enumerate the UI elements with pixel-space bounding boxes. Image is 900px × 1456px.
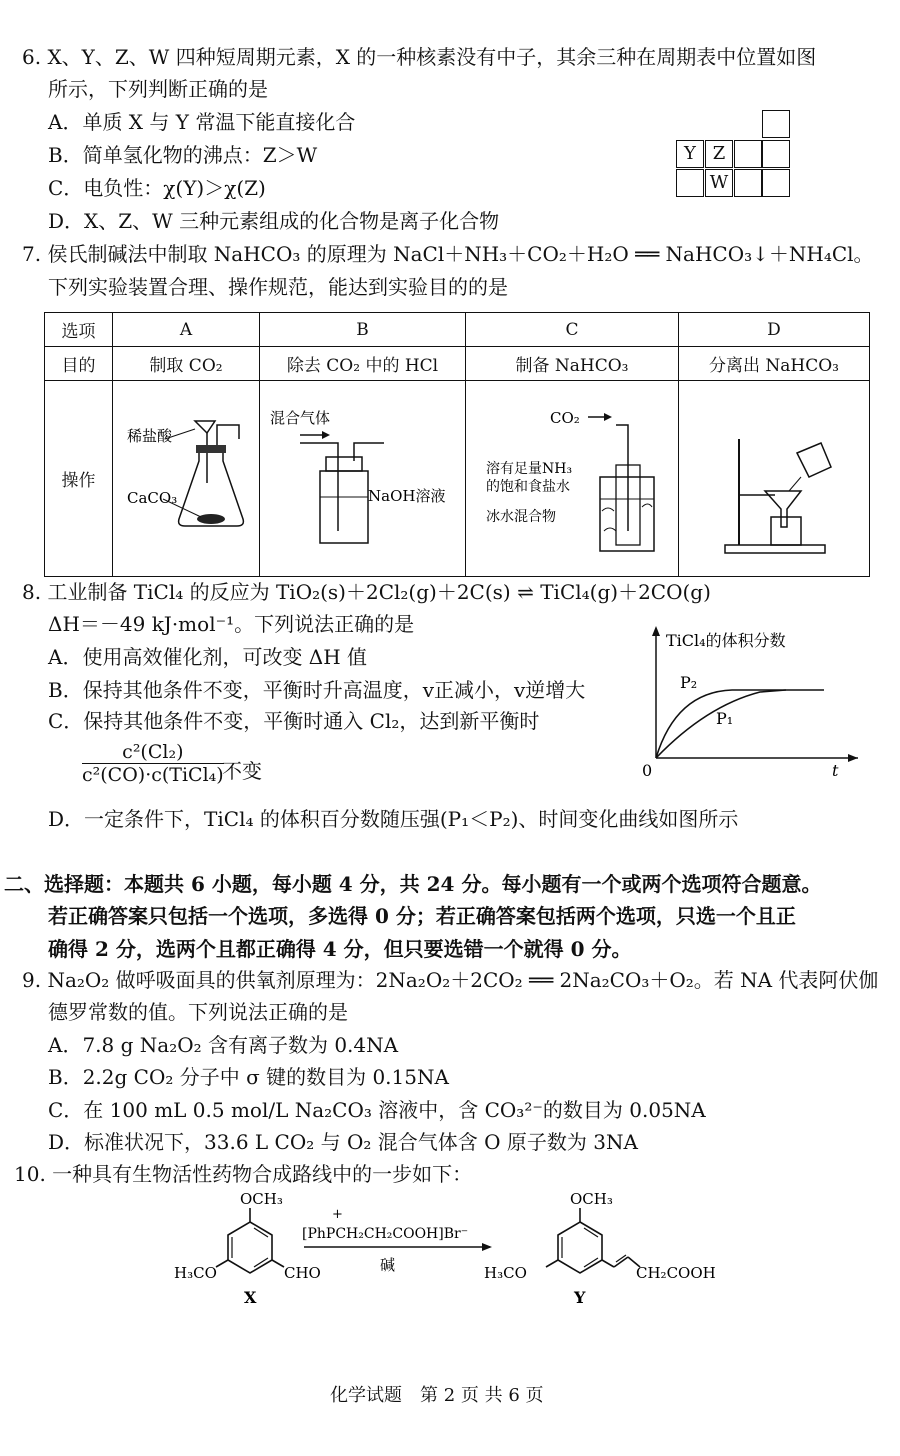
base-label: 碱: [380, 1256, 396, 1274]
graph-ylabel: TiCl₄的体积分数: [666, 631, 786, 650]
q9-option-c: C．在 100 mL 0.5 mol/L Na₂CO₃ 溶液中，含 CO₃²⁻的数目为 0.05NA: [48, 1098, 706, 1122]
cell-w: W: [705, 169, 733, 197]
reagent: [PhPCH₂CH₂COOH]Br⁻: [302, 1226, 469, 1242]
goal-d: 分离出 NaHCO₃: [679, 347, 870, 381]
page-footer: 化学试题 第 2 页 共 6 页: [330, 1385, 544, 1406]
q6-stem-line2: 所示，下列判断正确的是: [48, 77, 268, 101]
graph-xlabel: t: [832, 761, 839, 780]
x-cho: CHO: [284, 1264, 321, 1282]
header-option: 选项: [45, 313, 113, 347]
tiCl4-time-graph: [636, 624, 866, 784]
q9-stem-line1: 9. Na₂O₂ 做呼吸面具的供氧剂原理为：2Na₂O₂＋2CO₂ ══ 2Na₂CO₃＋O₂。若 NA 代表阿伏伽: [22, 968, 879, 992]
fraction-denominator: c²(CO)·c(TiCl₄): [82, 764, 224, 786]
svg-text:CO₂: CO₂: [550, 409, 580, 427]
q6-option-d: D．X、Z、W 三种元素组成的化合物是离子化合物: [48, 209, 500, 233]
fraction-numerator: c²(Cl₂): [82, 741, 224, 764]
apparatus-b: [260, 381, 466, 577]
reaction-scheme: [160, 1190, 730, 1320]
q6-option-b: B．简单氢化物的沸点：Z＞W: [48, 143, 318, 167]
q10-stem: 10. 一种具有生物活性药物合成路线中的一步如下：: [14, 1162, 473, 1186]
svg-text:冰水混合物: 冰水混合物: [486, 509, 556, 525]
y-chain: CH₂COOH: [636, 1264, 716, 1282]
filtration-diagram: [679, 381, 869, 571]
q8-option-b: B．保持其他条件不变，平衡时升高温度，v正减小，v逆增大: [48, 678, 586, 702]
ice-bath-diagram: [466, 381, 678, 571]
svg-text:溶有足量NH₃: 溶有足量NH₃: [486, 461, 573, 477]
x-h3co: H₃CO: [174, 1264, 217, 1282]
label-p1: P₁: [716, 709, 734, 728]
x-label: X: [244, 1288, 257, 1307]
q6-option-c: C．电负性：χ(Y)＞χ(Z): [48, 176, 266, 200]
apparatus-a: [113, 381, 260, 577]
svg-text:CaCO₃: CaCO₃: [127, 489, 178, 507]
col-a: A: [113, 313, 260, 347]
q8-option-d: D．一定条件下，TiCl₄ 的体积百分数随压强(P₁＜P₂)、时间变化曲线如图所示: [48, 807, 739, 831]
q9-option-d: D．标准状况下，33.6 L CO₂ 与 O₂ 混合气体含 O 原子数为 3NA: [48, 1130, 638, 1154]
q8-option-a: A．使用高效催化剂，可改变 ΔH 值: [48, 645, 368, 669]
section2-line3: 确得 2 分，选两个且都正确得 4 分，但只要选错一个就得 0 分。: [48, 937, 632, 961]
section2-line2: 若正确答案只包括一个选项，多选得 0 分；若正确答案包括两个选项，只选一个且正: [48, 904, 796, 928]
q8-stem-line1: 8. 工业制备 TiCl₄ 的反应为 TiO₂(s)＋2Cl₂(g)＋2C(s) ⇌ TiCl₄(g)＋2CO(g): [22, 580, 711, 604]
svg-text:的饱和食盐水: 的饱和食盐水: [486, 479, 570, 495]
col-b: B: [260, 313, 466, 347]
cell-y: Y: [676, 140, 704, 168]
y-h3co: H₃CO: [484, 1264, 527, 1282]
y-och3-top: OCH₃: [570, 1190, 613, 1208]
q6-stem-line1: 6. X、Y、Z、W 四种短周期元素，X 的一种核素没有中子，其余三种在周期表中位置如图: [22, 45, 817, 69]
q8-stem-line2: ΔH＝－49 kJ·mol⁻¹。下列说法正确的是: [48, 612, 415, 636]
flask-apparatus-diagram: [113, 381, 259, 571]
reagent-plus: +: [332, 1207, 343, 1222]
q7-stem-line1: 7. 侯氏制碱法中制取 NaHCO₃ 的原理为 NaCl＋NH₃＋CO₂＋H₂O ══ NaHCO₃↓＋NH₄Cl。: [22, 242, 874, 266]
q8-option-c: C．保持其他条件不变，平衡时通入 Cl₂，达到新平衡时: [48, 709, 540, 733]
header-goal: 目的: [45, 347, 113, 381]
section2-line1: 二、选择题：本题共 6 小题，每小题 4 分，共 24 分。每小题有一个或两个选项符合题意。: [4, 872, 822, 896]
q6-option-a: A．单质 X 与 Y 常温下能直接化合: [48, 110, 356, 134]
fraction-tail: 不变: [222, 759, 262, 783]
gas-wash-bottle-diagram: [260, 381, 465, 571]
q7-stem-line2: 下列实验装置合理、操作规范，能达到实验目的的是: [48, 275, 508, 299]
goal-c: 制备 NaHCO₃: [466, 347, 679, 381]
apparatus-c: [466, 381, 679, 577]
svg-text:NaOH溶液: NaOH溶液: [368, 487, 446, 505]
col-c: C: [466, 313, 679, 347]
cell-z: Z: [705, 140, 733, 168]
goal-a: 制取 CO₂: [113, 347, 260, 381]
label-p2: P₂: [680, 673, 698, 692]
svg-text:混合气体: 混合气体: [270, 409, 331, 427]
q9-option-b: B．2.2g CO₂ 分子中 σ 键的数目为 0.15NA: [48, 1065, 449, 1089]
curve-p2: [656, 690, 824, 758]
x-och3-top: OCH₃: [240, 1190, 283, 1208]
q9-option-a: A．7.8 g Na₂O₂ 含有离子数为 0.4NA: [48, 1033, 399, 1057]
apparatus-d: [679, 381, 870, 577]
q8-fraction: [82, 741, 224, 786]
q9-stem-line2: 德罗常数的值。下列说法正确的是: [48, 1000, 348, 1024]
svg-text:稀盐酸: 稀盐酸: [127, 427, 173, 445]
col-d: D: [679, 313, 870, 347]
graph-origin: 0: [642, 761, 653, 780]
header-operation: 操作: [45, 381, 113, 577]
experiment-table: [44, 312, 870, 577]
goal-b: 除去 CO₂ 中的 HCl: [260, 347, 466, 381]
y-label: Y: [574, 1288, 586, 1307]
